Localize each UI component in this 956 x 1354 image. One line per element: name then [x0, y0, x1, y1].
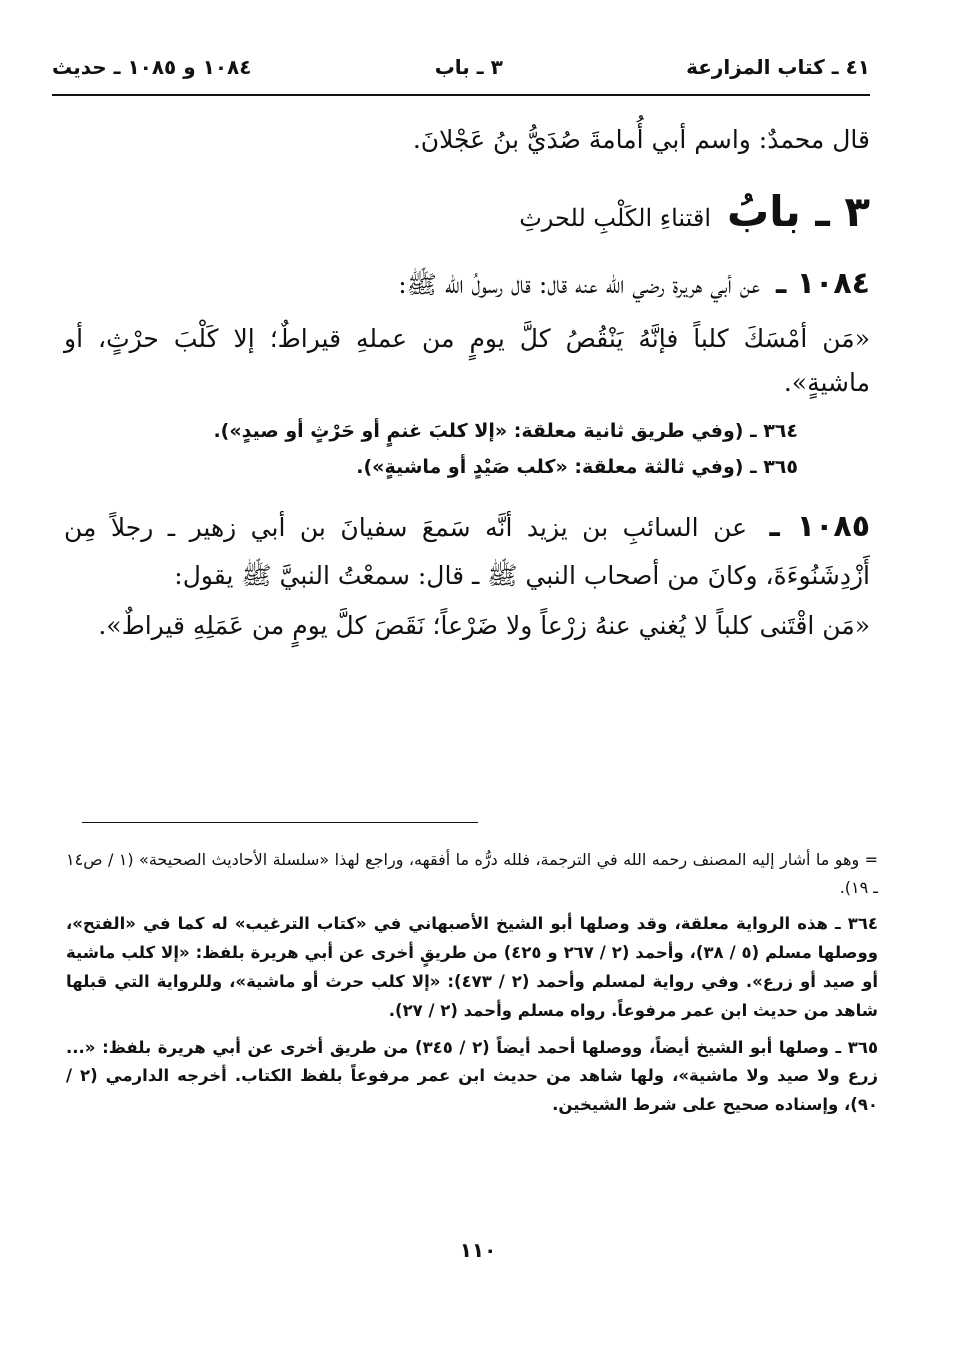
page-number: ١١٠	[459, 1238, 497, 1262]
footnote-365: ٣٦٥ ـ وصلها أبو الشيخ أيضاً، ووصلها أحمد أيضاً (٢ / ٣٤٥) من طريق أخرى عن أبي هريرة بلفظ: «... زرع ولا صيد ولا ماشية»، ولها شاهد من حديث ابن عمر مرفوعاً بلفظ الكتاب. أخرجه الدارمي (٢ / ٩٠)، وإسناده صحيح على شرط الشيخين.	[66, 1037, 879, 1115]
hadith-1084-number: ١٠٨٤ ـ	[776, 266, 870, 302]
hadith-1084-isnad: عن أبي هريرة رضي الله عنه قال: قال رسولُ الله ﷺ:	[398, 270, 761, 300]
chapter-heading	[64, 175, 870, 250]
hadith-1085-quote: «مَن اقْتَنى كلباً لا يُغني عنهُ زرْعاً ولا ضَرْعاً؛ نَقَصَ كلَّ يومٍ من عَمَلِهِ قيراطٌ».	[98, 611, 870, 641]
footnote-divider	[82, 822, 478, 823]
header-book-title: ٤١ ـ كتاب المزارعة	[686, 55, 870, 79]
footnotes	[66, 846, 878, 1128]
hadith-1084-quote: «مَن أمْسَكَ كلباً فإنَّهُ يَنْقُصُ كلَّ يومٍ من عملهِ قيراطٌ؛ إلا كَلْبَ حرْثٍ، أو ماشيةٍ».	[64, 323, 870, 398]
hadith-1085-narration	[64, 500, 870, 598]
hadith-1084-narration	[64, 257, 870, 310]
running-header	[52, 52, 870, 82]
hadith-1085-number: ١٠٨٥ ـ	[769, 509, 871, 545]
footnote-continuation: = وهو ما أشار إليه المصنف رحمه الله في الترجمة، فلله درُّه ما أفقهه، وراجع لهذا «سلسلة الأحاديث الصحيحة» (١ / ص١٤ ـ ١٩).	[66, 850, 879, 897]
note-365: ٣٦٥ ـ (وفي ثالثة معلقة: «كلب صَيْدٍ أو ماشيةٍ»).	[356, 456, 798, 479]
header-hadith-range: ١٠٨٤ و ١٠٨٥ ـ حديث	[52, 55, 252, 79]
chapter-number: ٣ ـ بابُ	[727, 186, 870, 236]
main-text	[64, 118, 870, 649]
footnote-364: ٣٦٤ ـ هذه الرواية معلقة، وقد وصلها أبو الشيخ الأصبهاني في «كتاب الترغيب» له كما في «الفتح»، ووصلها مسلم (٥ / ٣٨)، وأحمد (٢ / ٢٦٧ و ٤٢٥) من طريقٍ أخرى عن أبي هريرة بلفظ: «إلا كلب ماشية أو صيد أو زرع». وفي رواية لمسلم وأحمد (٢ / ٤٧٣): «إلا كلب حرث أو ماشية»، وللرواية التي قبلها شاهد من حديث ابن عمر مرفوعاً. رواه مسلم وأحمد (٢ / ٢٧).	[66, 914, 879, 1020]
header-chapter: ٣ ـ باب	[434, 55, 503, 79]
intro-line: قال محمدٌ: واسم أبي أُمامةَ صُدَيُّ بنُ عَجْلانَ.	[412, 125, 870, 154]
header-divider	[52, 94, 870, 96]
note-364: ٣٦٤ ـ (وفي طريق ثانية معلقة: «إلا كلبَ غنمٍ أو حَرْثٍ أو صيدٍ»).	[213, 419, 798, 442]
hadith-1085-isnad: عن السائبِ بن يزيد أنَّه سَمعَ سفيانَ بن أبي زهير ـ رجلاً مِن أَزْدِشَنُوءَةَ، وكانَ من أصحاب النبي ﷺ ـ قال: سمعْتُ النبيَّ ﷺ يقول:	[64, 513, 870, 590]
chapter-title: اقتناءِ الكَلْبِ للحرثِ	[519, 203, 711, 232]
